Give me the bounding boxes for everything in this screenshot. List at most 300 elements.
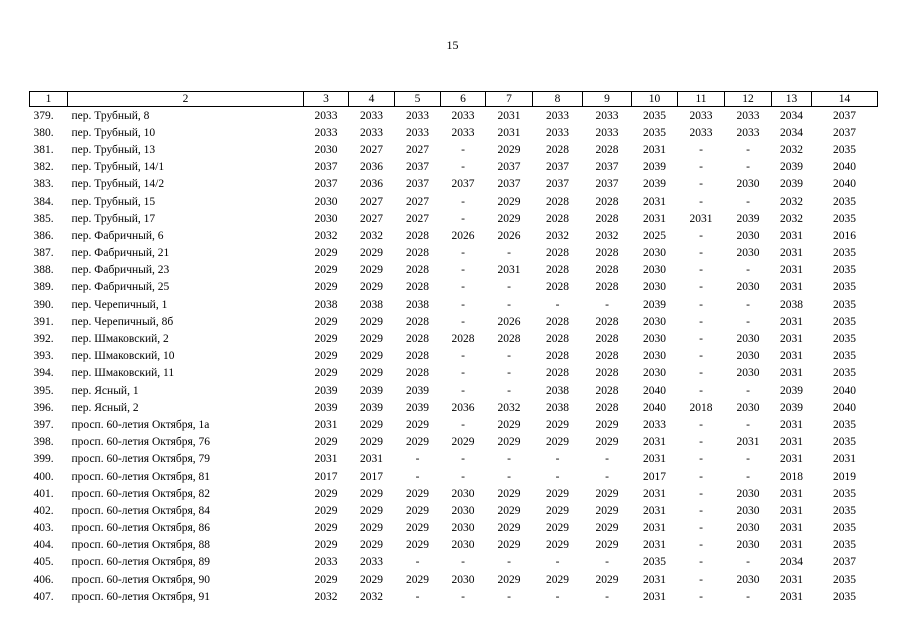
year-cell: - (507, 384, 511, 397)
year-cell: 2037 (451, 178, 475, 191)
year-cell: - (507, 367, 511, 380)
table-row (30, 434, 878, 451)
table-row (30, 193, 878, 210)
year-cell: 2031 (780, 281, 803, 294)
row-number: 400. (33, 470, 54, 483)
year-cell: - (461, 281, 465, 294)
year-cell: - (746, 161, 750, 174)
year-cell: - (699, 418, 703, 431)
row-number: 387. (33, 247, 54, 260)
year-cell: - (699, 522, 703, 535)
year-cell: 2040 (833, 401, 856, 414)
table-row (30, 365, 878, 382)
year-cell: - (461, 315, 465, 328)
year-cell: 2029 (314, 539, 338, 552)
year-cell: - (415, 453, 420, 466)
year-cell: 2038 (406, 298, 429, 311)
year-cell: 2034 (780, 556, 803, 569)
year-cell: - (461, 212, 465, 225)
year-cell: 2028 (406, 350, 429, 363)
year-cell: 2039 (780, 161, 803, 174)
address-cell: пер. Трубный, 15 (71, 195, 156, 208)
year-cell: 2028 (595, 401, 619, 414)
address-cell: просп. 60-летия Октября, 84 (71, 504, 211, 517)
year-cell: - (699, 229, 703, 242)
year-cell: 2017 (643, 470, 666, 483)
year-cell: - (507, 350, 511, 363)
year-cell: 2031 (780, 522, 803, 535)
table-row (30, 313, 878, 330)
row-number: 386. (33, 229, 54, 242)
year-cell: 2028 (595, 384, 619, 397)
year-cell: 2029 (406, 573, 429, 586)
year-cell: - (461, 161, 465, 174)
year-cell: 2029 (314, 522, 338, 535)
year-cell: 2029 (360, 350, 383, 363)
year-cell: 2031 (643, 487, 666, 500)
year-cell: 2031 (314, 453, 338, 466)
year-cell: 2026 (497, 315, 521, 328)
year-cell: 2027 (406, 195, 429, 208)
address-cell: просп. 60-летия Октября, 89 (71, 556, 211, 569)
row-number: 382. (33, 161, 54, 174)
address-cell: пер. Трубный, 14/1 (71, 161, 165, 174)
year-cell: 2028 (595, 367, 619, 380)
address-cell: просп. 60-летия Октября, 79 (71, 453, 211, 466)
year-cell: - (746, 143, 750, 156)
table-header (30, 92, 878, 107)
year-cell: 2029 (497, 487, 521, 500)
year-cell: 2032 (780, 195, 803, 208)
year-cell: 2028 (546, 195, 569, 208)
year-cell: 2030 (736, 333, 760, 346)
year-cell: 2034 (780, 109, 803, 122)
address-cell: пер. Фабричный, 25 (71, 281, 170, 294)
year-cell: - (461, 247, 465, 260)
year-cell: - (699, 161, 703, 174)
year-cell: - (415, 556, 420, 569)
year-cell: 2027 (360, 212, 383, 225)
year-cell: 2031 (780, 539, 803, 552)
year-cell: 2039 (643, 161, 666, 174)
year-cell: 2029 (595, 487, 619, 500)
year-cell: - (461, 195, 465, 208)
column-header-2: 2 (68, 92, 304, 107)
year-cell: - (507, 590, 511, 603)
year-cell: 2038 (780, 298, 803, 311)
year-cell: 2029 (360, 436, 383, 449)
year-cell: - (699, 539, 703, 552)
year-cell: 2030 (643, 264, 666, 277)
year-cell: 2035 (833, 367, 856, 380)
address-cell: пер. Черепичный, 8б (71, 315, 174, 328)
row-number: 406. (33, 573, 54, 586)
year-cell: 2037 (595, 178, 619, 191)
year-cell: 2029 (595, 573, 619, 586)
year-cell: 2029 (546, 487, 569, 500)
year-cell: 2029 (360, 281, 383, 294)
row-number: 397. (33, 418, 54, 431)
year-cell: 2031 (643, 539, 666, 552)
year-cell: 2031 (780, 453, 803, 466)
year-cell: - (699, 143, 703, 156)
year-cell: 2031 (643, 573, 666, 586)
row-number: 380. (33, 126, 54, 139)
year-cell: - (699, 573, 703, 586)
table-row (30, 296, 878, 313)
year-cell: - (699, 487, 703, 500)
row-number: 396. (33, 401, 54, 414)
row-number: 393. (33, 350, 54, 363)
table-row (30, 502, 878, 519)
year-cell: 2031 (643, 453, 666, 466)
year-cell: 2038 (314, 298, 338, 311)
year-cell: 2030 (451, 504, 475, 517)
year-cell: 2028 (595, 281, 619, 294)
address-cell: пер. Шмаковский, 2 (71, 333, 169, 346)
year-cell: - (746, 384, 750, 397)
year-cell: 2028 (406, 229, 429, 242)
year-cell: 2033 (360, 126, 383, 139)
year-cell: 2029 (314, 504, 338, 517)
address-cell: пер. Фабричный, 21 (71, 247, 170, 260)
year-cell: 2037 (497, 161, 521, 174)
year-cell: 2030 (451, 522, 475, 535)
year-cell: 2029 (314, 315, 338, 328)
year-cell: 2032 (595, 229, 619, 242)
address-cell: просп. 60-летия Октября, 82 (71, 487, 211, 500)
year-cell: 2032 (314, 229, 338, 242)
year-cell: 2035 (833, 298, 856, 311)
year-cell: 2031 (780, 264, 803, 277)
year-cell: 2035 (833, 281, 856, 294)
year-cell: - (507, 556, 511, 569)
year-cell: 2029 (406, 522, 429, 535)
table-row (30, 451, 878, 468)
year-cell: - (461, 418, 465, 431)
year-cell: 2030 (314, 212, 338, 225)
year-cell: 2029 (497, 436, 521, 449)
table-row (30, 159, 878, 176)
year-cell: 2031 (780, 367, 803, 380)
year-cell: - (699, 453, 703, 466)
data-table (29, 91, 878, 605)
year-cell: 2035 (833, 247, 856, 260)
year-cell: - (415, 590, 420, 603)
year-cell: 2035 (833, 539, 856, 552)
table-row (30, 330, 878, 347)
year-cell: - (746, 298, 750, 311)
year-cell: 2027 (406, 212, 429, 225)
year-cell: 2036 (360, 178, 383, 191)
row-number: 379. (33, 109, 54, 122)
row-number: 391. (33, 315, 54, 328)
year-cell: 2037 (497, 178, 521, 191)
year-cell: 2018 (780, 470, 803, 483)
year-cell: 2029 (314, 264, 338, 277)
year-cell: 2031 (689, 212, 713, 225)
year-cell: - (699, 436, 703, 449)
row-number: 389. (33, 281, 54, 294)
year-cell: 2036 (360, 161, 383, 174)
year-cell: 2033 (451, 109, 475, 122)
row-number: 381. (33, 143, 54, 156)
year-cell: 2033 (406, 126, 429, 139)
year-cell: 2029 (360, 539, 383, 552)
year-cell: - (746, 470, 750, 483)
year-cell: - (699, 384, 703, 397)
year-cell: 2040 (643, 401, 666, 414)
year-cell: 2030 (736, 229, 760, 242)
year-cell: 2030 (451, 487, 475, 500)
column-header-11: 11 (678, 92, 725, 107)
year-cell: 2029 (314, 281, 338, 294)
address-cell: пер. Шмаковский, 11 (71, 367, 175, 380)
year-cell: 2030 (643, 350, 666, 363)
year-cell: 2037 (314, 178, 338, 191)
year-cell: 2028 (546, 367, 569, 380)
year-cell: 2033 (689, 126, 713, 139)
address-cell: просп. 60-летия Октября, 86 (71, 522, 211, 535)
address-cell: просп. 60-летия Октября, 90 (71, 573, 211, 586)
year-cell: 2030 (736, 504, 760, 517)
year-cell: 2032 (497, 401, 521, 414)
year-cell: 2030 (314, 143, 338, 156)
year-cell: 2037 (833, 109, 856, 122)
year-cell: 2031 (643, 195, 666, 208)
column-header-9: 9 (583, 92, 632, 107)
year-cell: 2028 (595, 195, 619, 208)
year-cell: 2035 (833, 573, 856, 586)
table-row (30, 485, 878, 502)
year-cell: - (746, 590, 750, 603)
column-header-3: 3 (304, 92, 349, 107)
table-body (30, 107, 878, 606)
year-cell: 2035 (833, 212, 856, 225)
year-cell: 2035 (643, 556, 666, 569)
year-cell: 2030 (643, 333, 666, 346)
year-cell: 2033 (546, 109, 569, 122)
year-cell: - (699, 178, 703, 191)
year-cell: 2035 (833, 504, 856, 517)
year-cell: 2031 (643, 212, 666, 225)
year-cell: 2033 (360, 109, 383, 122)
table-row (30, 227, 878, 244)
year-cell: 2028 (595, 143, 619, 156)
year-cell: 2031 (780, 573, 803, 586)
year-cell: 2035 (643, 109, 666, 122)
column-header-13: 13 (772, 92, 812, 107)
year-cell: 2030 (736, 573, 760, 586)
year-cell: 2035 (833, 333, 856, 346)
year-cell: 2029 (497, 573, 521, 586)
year-cell: 2031 (736, 436, 760, 449)
year-cell: 2027 (406, 143, 429, 156)
year-cell: 2031 (780, 247, 803, 260)
year-cell: 2037 (546, 161, 569, 174)
year-cell: - (461, 384, 465, 397)
year-cell: 2030 (451, 539, 475, 552)
year-cell: 2039 (406, 401, 429, 414)
row-number: 384. (33, 195, 54, 208)
year-cell: 2030 (736, 539, 760, 552)
row-number: 390. (33, 298, 54, 311)
year-cell: 2038 (360, 298, 383, 311)
year-cell: 2031 (780, 487, 803, 500)
column-header-5: 5 (395, 92, 441, 107)
year-cell: 2031 (780, 315, 803, 328)
column-header-10: 10 (632, 92, 678, 107)
year-cell: - (699, 315, 703, 328)
year-cell: 2035 (833, 143, 856, 156)
address-cell: пер. Шмаковский, 10 (71, 350, 175, 363)
year-cell: 2037 (833, 126, 856, 139)
year-cell: 2038 (546, 384, 569, 397)
year-cell: 2033 (595, 109, 619, 122)
year-cell: 2028 (595, 247, 619, 260)
year-cell: 2029 (546, 522, 569, 535)
year-cell: 2028 (595, 333, 619, 346)
column-header-7: 7 (486, 92, 533, 107)
row-number: 405. (33, 556, 54, 569)
year-cell: 2033 (406, 109, 429, 122)
year-cell: 2032 (780, 143, 803, 156)
year-cell: - (746, 315, 750, 328)
year-cell: 2030 (314, 195, 338, 208)
year-cell: 2039 (314, 401, 338, 414)
year-cell: 2034 (780, 126, 803, 139)
table-row (30, 141, 878, 158)
year-cell: 2029 (314, 573, 338, 586)
row-number: 404. (33, 539, 54, 552)
page-number: 15 (446, 38, 459, 52)
column-header-12: 12 (725, 92, 772, 107)
year-cell: 2039 (643, 178, 666, 191)
year-cell: 2040 (833, 384, 856, 397)
header-row (30, 92, 878, 107)
year-cell: 2029 (595, 522, 619, 535)
row-number: 398. (33, 436, 54, 449)
year-cell: 2029 (406, 418, 429, 431)
table-row (30, 382, 878, 399)
row-number: 394. (33, 367, 54, 380)
year-cell: 2033 (314, 556, 338, 569)
year-cell: - (699, 247, 703, 260)
year-cell: 2026 (451, 229, 475, 242)
year-cell: 2016 (833, 229, 856, 242)
year-cell: - (507, 470, 511, 483)
year-cell: 2030 (736, 401, 760, 414)
year-cell: 2029 (497, 539, 521, 552)
year-cell: 2028 (406, 333, 429, 346)
year-cell: - (461, 367, 465, 380)
year-cell: 2029 (497, 143, 521, 156)
year-cell: 2029 (497, 504, 521, 517)
table-row (30, 176, 878, 193)
column-header-4: 4 (349, 92, 395, 107)
year-cell: 2035 (833, 436, 856, 449)
year-cell: 2033 (451, 126, 475, 139)
year-cell: 2018 (689, 401, 713, 414)
year-cell: 2029 (360, 573, 383, 586)
year-cell: - (699, 333, 703, 346)
year-cell: - (415, 470, 420, 483)
year-cell: 2030 (643, 247, 666, 260)
year-cell: - (699, 281, 703, 294)
year-cell: 2029 (314, 367, 338, 380)
address-cell: просп. 60-летия Октября, 81 (71, 470, 211, 483)
table-row (30, 348, 878, 365)
table-row (30, 124, 878, 141)
year-cell: 2028 (406, 281, 429, 294)
year-cell: 2029 (595, 418, 619, 431)
year-cell: 2028 (546, 315, 569, 328)
year-cell: 2031 (780, 590, 803, 603)
year-cell: 2037 (406, 178, 429, 191)
year-cell: 2031 (643, 590, 666, 603)
year-cell: 2040 (643, 384, 666, 397)
year-cell: - (605, 453, 609, 466)
column-header-14: 14 (812, 92, 878, 107)
year-cell: 2031 (833, 453, 856, 466)
year-cell: 2029 (360, 333, 383, 346)
year-cell: 2033 (736, 126, 760, 139)
year-cell: - (699, 298, 703, 311)
year-cell: 2031 (780, 333, 803, 346)
address-cell: просп. 60-летия Октября, 91 (71, 590, 211, 603)
table-row (30, 571, 878, 588)
year-cell: 2030 (736, 350, 760, 363)
year-cell: - (699, 195, 703, 208)
table-row (30, 279, 878, 296)
address-cell: пер. Черепичный, 1 (71, 298, 168, 311)
year-cell: 2031 (780, 504, 803, 517)
year-cell: 2019 (833, 470, 856, 483)
year-cell: - (461, 590, 465, 603)
address-cell: пер. Трубный, 13 (71, 143, 156, 156)
address-cell: пер. Фабричный, 23 (71, 264, 170, 277)
year-cell: 2032 (360, 229, 383, 242)
year-cell: 2029 (360, 418, 383, 431)
year-cell: 2035 (833, 487, 856, 500)
year-cell: 2031 (643, 143, 666, 156)
year-cell: 2029 (451, 436, 475, 449)
address-cell: просп. 60-летия Октября, 1а (71, 418, 210, 431)
year-cell: - (507, 247, 511, 260)
year-cell: 2028 (546, 143, 569, 156)
year-cell: 2032 (314, 590, 338, 603)
year-cell: 2037 (595, 161, 619, 174)
year-cell: 2029 (314, 333, 338, 346)
year-cell: 2028 (406, 247, 429, 260)
year-cell: - (699, 504, 703, 517)
year-cell: 2029 (546, 539, 569, 552)
table-row (30, 210, 878, 227)
year-cell: 2031 (780, 350, 803, 363)
year-cell: 2028 (497, 333, 521, 346)
year-cell: 2030 (643, 367, 666, 380)
table-row (30, 554, 878, 571)
year-cell: 2029 (314, 487, 338, 500)
address-cell: пер. Трубный, 10 (71, 126, 156, 139)
year-cell: 2029 (497, 195, 521, 208)
year-cell: 2031 (780, 229, 803, 242)
year-cell: 2028 (546, 212, 569, 225)
year-cell: 2026 (497, 229, 521, 242)
year-cell: - (555, 590, 560, 603)
year-cell: 2017 (360, 470, 383, 483)
year-cell: 2039 (780, 384, 803, 397)
